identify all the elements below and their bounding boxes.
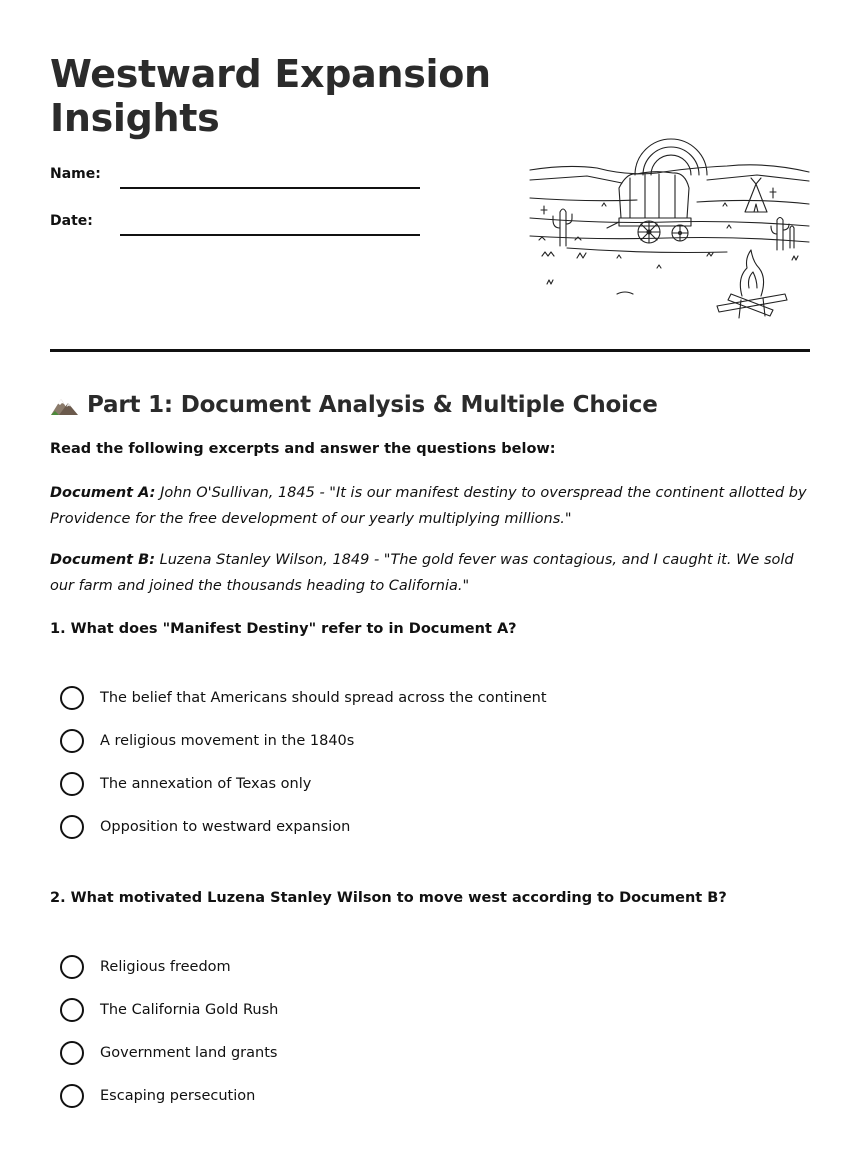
option-label: Government land grants	[100, 1045, 278, 1061]
instructions: Read the following excerpts and answer the questions below:	[50, 441, 556, 457]
question-1-option-1[interactable]	[60, 685, 547, 711]
document-b	[50, 547, 810, 599]
question-1-option-3[interactable]	[60, 771, 311, 797]
option-label: Religious freedom	[100, 959, 231, 975]
campfire-icon	[717, 250, 787, 318]
question-1-option-4[interactable]	[60, 814, 350, 840]
date-field[interactable]	[120, 234, 420, 236]
section-heading	[50, 388, 658, 422]
question-2-option-4[interactable]	[60, 1083, 255, 1109]
document-text: Luzena Stanley Wilson, 1849 - "The gold fever was contagious, and I caught it. We sold our farm and joined the thousands heading to California."	[50, 552, 794, 594]
document-label: Document B:	[50, 552, 156, 568]
question-1: 1. What does "Manifest Destiny" refer to in Document A?	[50, 621, 517, 637]
sun-icon	[635, 139, 707, 175]
mountain-icon	[50, 393, 79, 417]
question-2-option-1[interactable]	[60, 954, 231, 980]
radio-button[interactable]	[60, 729, 84, 753]
document-text: John O'Sullivan, 1845 - "It is our manifest destiny to overspread the continent allotted by Providence for the free development of our yearly multiplying millions."	[50, 485, 807, 527]
option-label: A religious movement in the 1840s	[100, 733, 355, 749]
option-label: The annexation of Texas only	[100, 776, 312, 792]
document-a	[50, 480, 810, 532]
cactus-icon	[541, 188, 794, 250]
worksheet-title: Westward Expansion Insights	[50, 52, 491, 140]
tipi-icon	[745, 178, 767, 212]
section-divider	[50, 349, 810, 352]
covered-wagon-illustration	[527, 128, 812, 323]
document-label: Document A:	[50, 485, 156, 501]
name-field[interactable]	[120, 187, 420, 189]
option-label: The California Gold Rush	[100, 1002, 279, 1018]
option-label: Escaping persecution	[100, 1088, 256, 1104]
option-label: The belief that Americans should spread across the continent	[100, 690, 547, 706]
radio-button[interactable]	[60, 955, 84, 979]
question-2-option-3[interactable]	[60, 1040, 277, 1066]
option-label: Opposition to westward expansion	[100, 819, 351, 835]
radio-button[interactable]	[60, 815, 84, 839]
radio-button[interactable]	[60, 686, 84, 710]
question-1-option-2[interactable]	[60, 728, 354, 754]
radio-button[interactable]	[60, 998, 84, 1022]
radio-button[interactable]	[60, 1041, 84, 1065]
name-label: Name:	[50, 166, 101, 182]
date-label: Date:	[50, 213, 93, 229]
section-title: Part 1: Document Analysis & Multiple Choice	[87, 392, 658, 418]
radio-button[interactable]	[60, 1084, 84, 1108]
question-2: 2. What motivated Luzena Stanley Wilson to move west according to Document B?	[50, 890, 727, 906]
radio-button[interactable]	[60, 772, 84, 796]
question-2-option-2[interactable]	[60, 997, 278, 1023]
